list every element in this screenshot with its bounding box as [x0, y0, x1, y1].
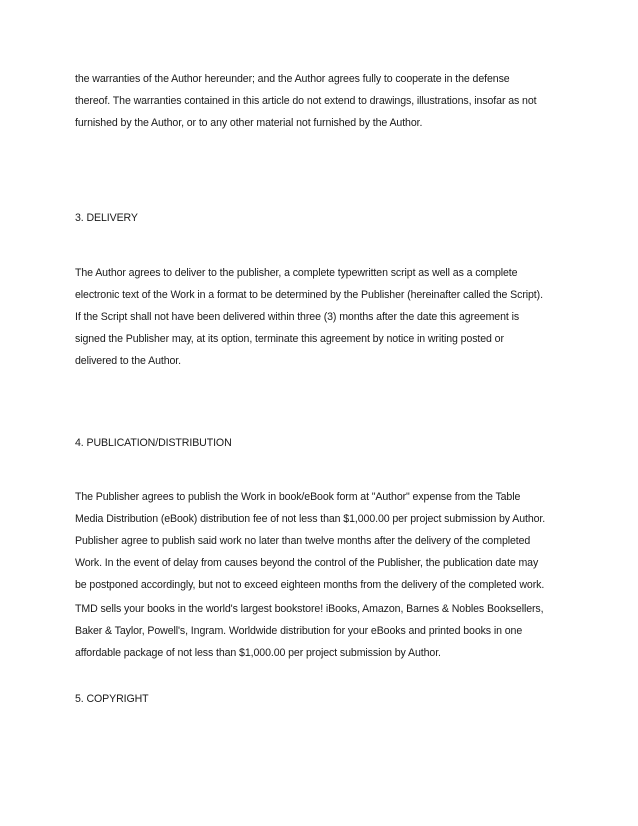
delivery-paragraph [75, 262, 565, 372]
paragraph-line: furnished by the Author, or to any other material not furnished by the Author. [75, 117, 423, 129]
paragraph-line: affordable package of not less than $1,000.00 per project submission by Author. [75, 647, 441, 659]
heading-text: 5. COPYRIGHT [75, 693, 149, 705]
paragraph-line: delivered to the Author. [75, 355, 181, 367]
paragraph-line: Work. In the event of delay from causes beyond the control of the Publisher, the publication date may [75, 557, 539, 569]
heading-text: 3. DELIVERY [75, 212, 138, 224]
paragraph-line: Media Distribution (eBook) distribution fee of not less than $1,000.00 per project submission by Author. [75, 513, 546, 525]
paragraph-line: thereof. The warranties contained in this article do not extend to drawings, illustrations, insofar as not [75, 95, 537, 107]
warranties-paragraph [75, 68, 565, 134]
section-heading-delivery [75, 207, 565, 229]
paragraph-line: TMD sells your books in the world's largest bookstore! iBooks, Amazon, Barnes & Nobles Booksellers, [75, 603, 544, 615]
paragraph-line: the warranties of the Author hereunder; and the Author agrees fully to cooperate in the defense [75, 73, 510, 85]
paragraph-line: The Author agrees to deliver to the publisher, a complete typewritten script as well as a complete [75, 267, 518, 279]
distribution-paragraph [75, 598, 565, 664]
paragraph-line: The Publisher agrees to publish the Work in book/eBook form at "Author" expense from the Table [75, 491, 521, 503]
section-heading-publication [75, 432, 565, 454]
paragraph-line: Baker & Taylor, Powell's, Ingram. Worldwide distribution for your eBooks and printed books in one [75, 625, 523, 637]
paragraph-line: electronic text of the Work in a format to be determined by the Publisher (hereinafter called the Script). [75, 289, 543, 301]
paragraph-line: signed the Publisher may, at its option, terminate this agreement by notice in writing posted or [75, 333, 504, 345]
paragraph-line: Publisher agree to publish said work no later than twelve months after the delivery of the completed [75, 535, 531, 547]
publication-paragraph [75, 486, 565, 596]
heading-text: 4. PUBLICATION/DISTRIBUTION [75, 437, 232, 449]
section-heading-copyright [75, 688, 565, 710]
paragraph-line: be postponed accordingly, but not to exceed eighteen months from the delivery of the completed work. [75, 579, 545, 591]
paragraph-line: If the Script shall not have been delivered within three (3) months after the date this agreement is [75, 311, 520, 323]
